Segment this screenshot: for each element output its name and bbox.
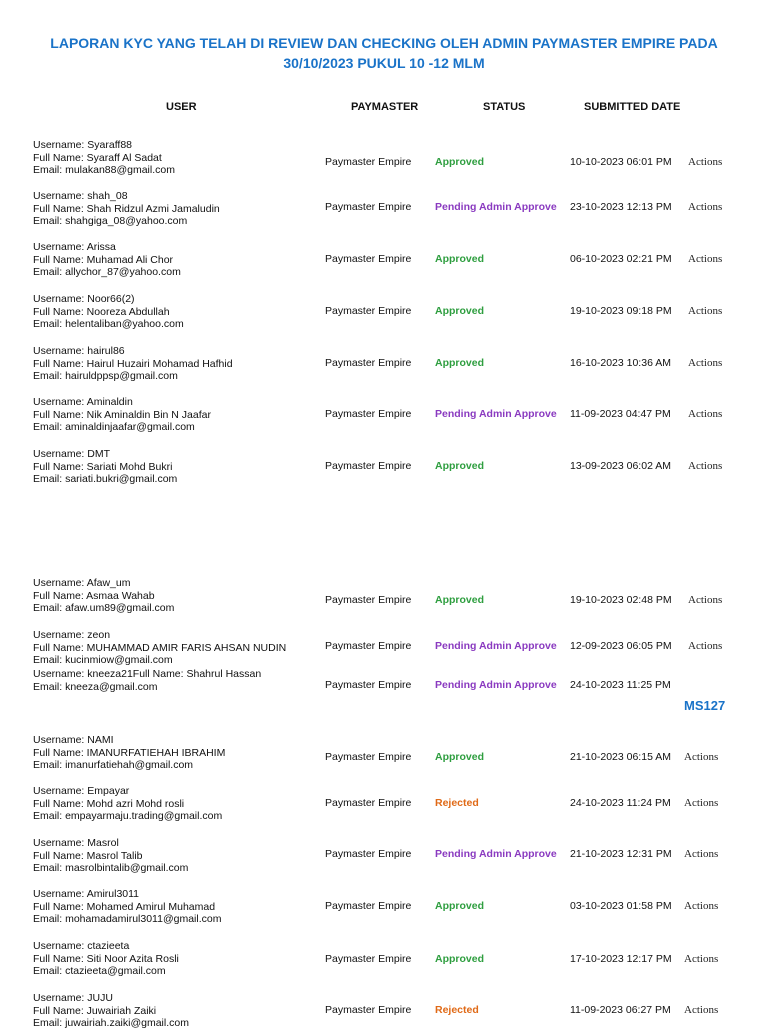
user-info-line: Username: Arissa xyxy=(33,241,116,253)
user-info-line: Full Name: Mohamed Amirul Muhamad xyxy=(33,900,216,913)
user-info-line: Full Name: Muhamad Ali Chor xyxy=(33,253,174,266)
status-badge: Pending Admin Approve xyxy=(435,408,557,420)
user-info-line: Email: sariati.bukri@gmail.com xyxy=(33,473,178,486)
user-info xyxy=(33,190,220,228)
user-info-line: Full Name: Hairul Huzairi Mohamad Hafhid xyxy=(33,357,233,370)
paymaster-cell: Paymaster Empire xyxy=(325,594,412,606)
user-info-line: Email: kneeza@gmail.com xyxy=(33,680,158,693)
submitted-date-cell: 11-09-2023 04:47 PM xyxy=(570,408,671,420)
status-badge: Approved xyxy=(435,156,485,168)
user-info-line: Full Name: Shah Ridzul Azmi Jamaludin xyxy=(33,202,220,215)
user-info-line: Email: aminaldinjaafar@gmail.com xyxy=(33,421,195,434)
table-row xyxy=(0,577,768,617)
user-info-line: Username: DMT xyxy=(33,448,111,460)
status-badge: Approved xyxy=(435,253,485,265)
status-badge: Pending Admin Approve xyxy=(435,640,557,652)
user-info-line: Email: kucinmiow@gmail.com xyxy=(33,654,173,667)
status-badge: Approved xyxy=(435,460,485,472)
table-row xyxy=(0,241,768,281)
user-info-line: Email: helentaliban@yahoo.com xyxy=(33,318,184,331)
paymaster-cell: Paymaster Empire xyxy=(325,679,412,691)
user-info-line: Full Name: Juwairiah Zaiki xyxy=(33,1004,157,1017)
user-info-line: Username: Noor66(2) xyxy=(33,293,135,305)
user-info-line: Full Name: Mohd azri Mohd rosli xyxy=(33,797,185,810)
actions-link[interactable]: Actions xyxy=(688,253,723,265)
status-badge: Rejected xyxy=(435,797,479,809)
user-info-line: Full Name: Syaraff Al Sadat xyxy=(33,151,162,164)
actions-link[interactable]: Actions xyxy=(688,460,723,472)
user-info xyxy=(33,992,189,1030)
user-info xyxy=(33,345,233,383)
status-badge: Approved xyxy=(435,594,485,606)
actions-link[interactable]: Actions xyxy=(688,408,723,420)
user-info-line: Full Name: Asmaa Wahab xyxy=(33,589,155,602)
report-title-line-1: LAPORAN KYC YANG TELAH DI REVIEW DAN CHECKING OLEH ADMIN PAYMASTER EMPIRE PADA xyxy=(50,35,718,51)
user-info-line: Full Name: MUHAMMAD AMIR FARIS AHSAN NUDIN xyxy=(33,641,287,654)
user-info-line: Email: mohamadamirul3011@gmail.com xyxy=(33,913,222,926)
user-info xyxy=(33,837,188,875)
user-info-line: Full Name: Nik Aminaldin Bin N Jaafar xyxy=(33,408,211,421)
paymaster-cell: Paymaster Empire xyxy=(325,640,412,652)
user-info-line: Username: zeon xyxy=(33,629,111,641)
user-info-line: Email: masrolbintalib@gmail.com xyxy=(33,862,189,875)
header-status: STATUS xyxy=(483,101,526,113)
user-info-line: Username: NAMI xyxy=(33,734,114,746)
actions-link[interactable]: Actions xyxy=(684,1004,719,1016)
paymaster-cell: Paymaster Empire xyxy=(325,953,412,965)
user-info-line: Full Name: IMANURFATIEHAH IBRAHIM xyxy=(33,746,226,759)
submitted-date-cell: 16-10-2023 10:36 AM xyxy=(570,357,671,369)
paymaster-cell: Paymaster Empire xyxy=(325,253,412,265)
paymaster-cell: Paymaster Empire xyxy=(325,408,412,420)
header-submitted-date: SUBMITTED DATE xyxy=(584,101,681,113)
user-info-line: Email: hairuldppsp@gmail.com xyxy=(33,370,178,383)
user-info-line: Username: ctazieeta xyxy=(33,940,130,952)
actions-link[interactable]: Actions xyxy=(688,201,723,213)
user-info xyxy=(33,241,181,279)
user-info-line: Username: Amirul3011 xyxy=(33,888,140,900)
paymaster-cell: Paymaster Empire xyxy=(325,201,412,213)
user-info-line: Username: Masrol xyxy=(33,837,119,849)
user-info-line: Email: imanurfatiehah@gmail.com xyxy=(33,759,194,772)
submitted-date-cell: 03-10-2023 01:58 PM xyxy=(570,900,672,912)
status-badge: Pending Admin Approve xyxy=(435,201,557,213)
actions-link[interactable]: Actions xyxy=(684,953,719,965)
paymaster-cell: Paymaster Empire xyxy=(325,848,412,860)
submitted-date-cell: 23-10-2023 12:13 PM xyxy=(570,201,672,213)
submitted-date-cell: 19-10-2023 09:18 PM xyxy=(570,305,672,317)
table-row xyxy=(0,992,768,1032)
table-row xyxy=(0,734,768,774)
user-info-line: Email: ctazieeta@gmail.com xyxy=(33,965,166,978)
actions-link[interactable]: Actions xyxy=(688,156,723,168)
actions-link[interactable]: Actions xyxy=(688,594,723,606)
paymaster-cell: Paymaster Empire xyxy=(325,751,412,763)
header-user: USER xyxy=(166,101,197,113)
table-row xyxy=(0,629,768,669)
user-info-line: Username: Syaraff88 xyxy=(33,139,133,151)
user-info-line: Username: Aminaldin xyxy=(33,396,133,408)
user-info-line: Email: empayarmaju.trading@gmail.com xyxy=(33,810,223,823)
table-row xyxy=(0,139,768,179)
table-row xyxy=(0,785,768,825)
actions-link[interactable]: Actions xyxy=(688,305,723,317)
user-info-line: Full Name: Nooreza Abdullah xyxy=(33,305,170,318)
user-info-line: Username: Empayar xyxy=(33,785,130,797)
section-marker: MS127 xyxy=(684,698,726,713)
table-row xyxy=(0,888,768,928)
submitted-date-cell: 21-10-2023 12:31 PM xyxy=(570,848,672,860)
user-info xyxy=(33,293,184,331)
submitted-date-cell: 13-09-2023 06:02 AM xyxy=(570,460,671,472)
header-paymaster: PAYMASTER xyxy=(351,101,419,113)
actions-link[interactable]: Actions xyxy=(684,751,719,763)
user-info-line: Username: kneeza21Full Name: Shahrul Hassan xyxy=(33,668,262,680)
status-badge: Approved xyxy=(435,900,485,912)
submitted-date-cell: 24-10-2023 11:24 PM xyxy=(570,797,671,809)
submitted-date-cell: 19-10-2023 02:48 PM xyxy=(570,594,672,606)
user-info-line: Full Name: Siti Noor Azita Rosli xyxy=(33,952,179,965)
status-badge: Rejected xyxy=(435,1004,479,1016)
user-info xyxy=(33,668,261,693)
status-badge: Approved xyxy=(435,357,485,369)
user-info-line: Username: hairul86 xyxy=(33,345,125,357)
report-title-line-2: 30/10/2023 PUKUL 10 -12 MLM xyxy=(283,55,485,71)
paymaster-cell: Paymaster Empire xyxy=(325,305,412,317)
actions-link[interactable]: Actions xyxy=(684,900,719,912)
table-row xyxy=(0,293,768,333)
paymaster-cell: Paymaster Empire xyxy=(325,460,412,472)
user-info-line: Email: juwairiah.zaiki@gmail.com xyxy=(33,1017,189,1030)
submitted-date-cell: 06-10-2023 02:21 PM xyxy=(570,253,672,265)
submitted-date-cell: 10-10-2023 06:01 PM xyxy=(570,156,672,168)
user-info xyxy=(33,577,174,615)
user-info xyxy=(33,396,211,434)
paymaster-cell: Paymaster Empire xyxy=(325,797,412,809)
user-info-line: Email: afaw.um89@gmail.com xyxy=(33,602,175,615)
user-info xyxy=(33,888,221,926)
user-info xyxy=(33,734,225,772)
status-badge: Approved xyxy=(435,953,485,965)
table-row xyxy=(0,190,768,230)
submitted-date-cell: 21-10-2023 06:15 AM xyxy=(570,751,671,763)
user-info xyxy=(33,448,177,486)
user-info xyxy=(33,940,179,978)
user-info-line: Full Name: Sariati Mohd Bukri xyxy=(33,460,173,473)
submitted-date-cell: 24-10-2023 11:25 PM xyxy=(570,679,671,691)
user-info xyxy=(33,139,175,177)
status-badge: Pending Admin Approve xyxy=(435,848,557,860)
paymaster-cell: Paymaster Empire xyxy=(325,156,412,168)
status-badge: Pending Admin Approve xyxy=(435,679,557,691)
table-row xyxy=(0,837,768,877)
table-row xyxy=(0,448,768,488)
user-info-line: Email: allychor_87@yahoo.com xyxy=(33,266,181,279)
table-row xyxy=(0,396,768,436)
status-badge: Approved xyxy=(435,305,485,317)
actions-link[interactable]: Actions xyxy=(688,357,723,369)
paymaster-cell: Paymaster Empire xyxy=(325,357,412,369)
user-info-line: Email: shahgiga_08@yahoo.com xyxy=(33,215,188,228)
report-title xyxy=(0,33,768,73)
actions-link[interactable]: Actions xyxy=(684,797,719,809)
paymaster-cell: Paymaster Empire xyxy=(325,1004,412,1016)
user-info xyxy=(33,785,222,823)
table-row xyxy=(0,668,768,708)
table-row xyxy=(0,940,768,980)
user-info-line: Full Name: Masrol Talib xyxy=(33,849,143,862)
user-info-line: Username: Afaw_um xyxy=(33,577,131,589)
status-badge: Approved xyxy=(435,751,485,763)
submitted-date-cell: 12-09-2023 06:05 PM xyxy=(570,640,672,652)
table-row xyxy=(0,345,768,385)
user-info-line: Email: mulakan88@gmail.com xyxy=(33,164,175,177)
user-info-line: Username: JUJU xyxy=(33,992,113,1004)
paymaster-cell: Paymaster Empire xyxy=(325,900,412,912)
user-info-line: Username: shah_08 xyxy=(33,190,128,202)
submitted-date-cell: 17-10-2023 12:17 PM xyxy=(570,953,672,965)
actions-link[interactable]: Actions xyxy=(688,640,723,652)
submitted-date-cell: 11-09-2023 06:27 PM xyxy=(570,1004,671,1016)
user-info xyxy=(33,629,286,667)
actions-link[interactable]: Actions xyxy=(684,848,719,860)
